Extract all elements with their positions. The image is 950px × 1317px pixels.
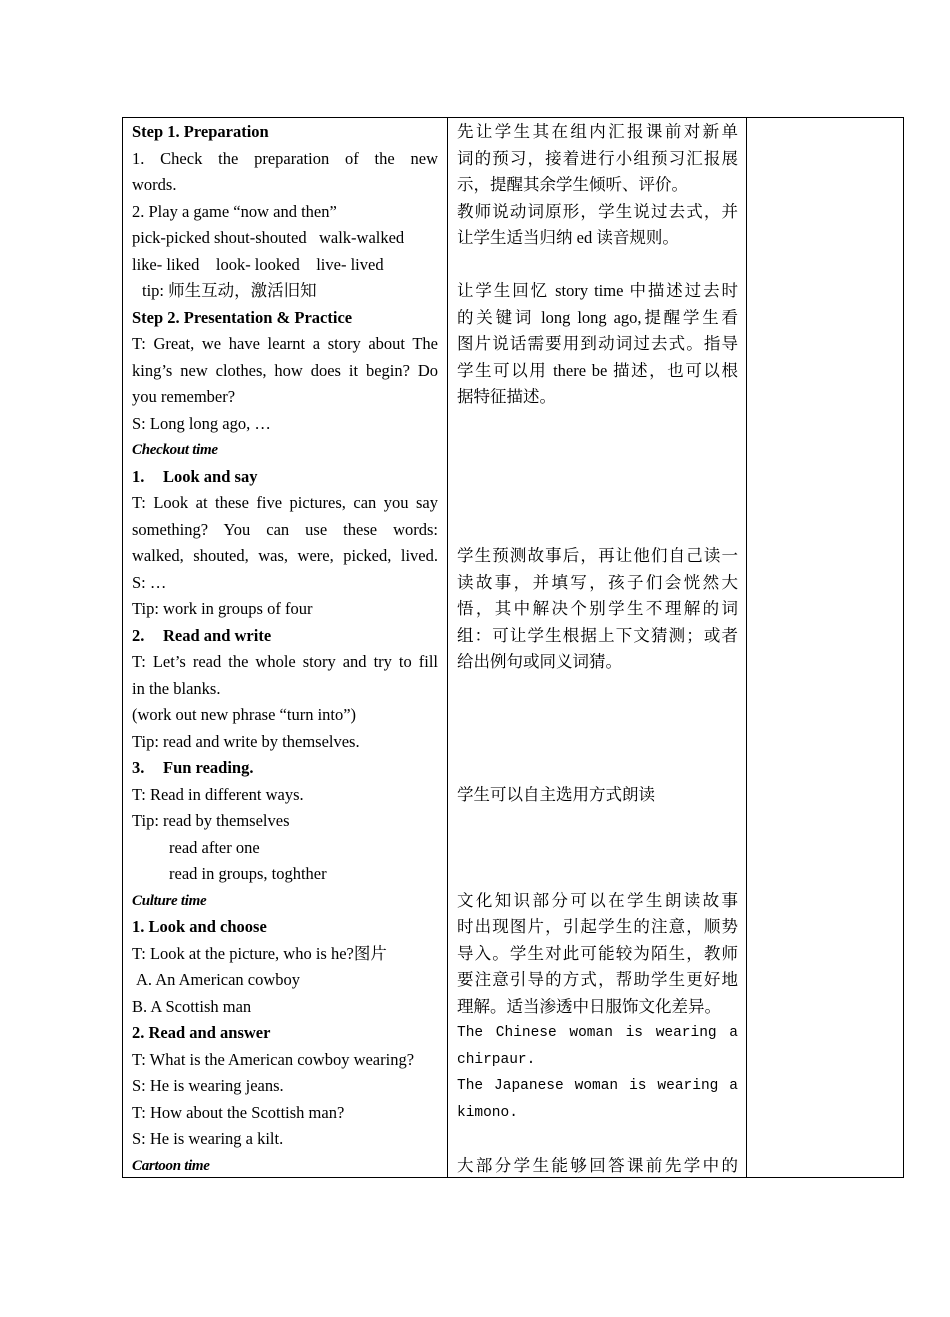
teacher-ways: T: Read in different ways. (132, 784, 304, 804)
note6-line1: 文化知识部分可以在学生朗读故事 (457, 890, 738, 910)
note4-line1: 学生预测故事后，再让他们自己读一 (457, 546, 738, 565)
note6-line4: 要注意引导的方式，帮助学生更好地 (457, 970, 738, 989)
teacher-story-line3: you remember? (132, 387, 236, 406)
teacher-look-line1: T: Look at these five pictures, can you say (132, 493, 438, 512)
read-and-answer-heading: 2. Read and answer (132, 1023, 271, 1042)
tip-groups: Tip: work in groups of four (132, 599, 313, 618)
note4-line5: 给出例句或同义词猜。 (457, 652, 622, 671)
teacher-look-line2: something? You can use these words: (132, 519, 438, 539)
student-answer: S: Long long ago, … (132, 413, 271, 433)
note8-line2: kimono. (457, 1104, 518, 1121)
teacher-look-line3: walked, shouted, was, were, picked, lived. (132, 546, 438, 565)
student-dots: S: … (132, 572, 167, 592)
note9-line1: 大部分学生能够回答课前先学中的 (457, 1155, 738, 1175)
note3-line3: 图片说话需要用到动词过去式。指导 (457, 334, 738, 353)
note3-line2: 的关键词 long long ago,提醒学生看 (457, 307, 738, 327)
read-and-write-label: Read and write (163, 625, 272, 645)
teacher-cowboy: T: What is the American cowboy wearing? (132, 1049, 415, 1069)
fun-reading-label: Fun reading. (163, 758, 254, 777)
look-and-choose-heading: 1. Look and choose (132, 917, 267, 936)
tip-read: Tip: read by themselves (132, 811, 290, 830)
tip-read-after: read after one (169, 837, 260, 857)
teacher-picture: T: Look at the picture, who is he?图片 (132, 943, 387, 963)
procedure-column (132, 119, 438, 1179)
teacher-story-line1: T: Great, we have learnt a story about The (132, 334, 438, 353)
tip-read-groups: read in groups, toghther (169, 864, 327, 883)
look-and-say-number: 1. (132, 466, 145, 486)
read-and-write-number: 2. (132, 625, 145, 645)
work-out-phrase: (work out new phrase “turn into”) (132, 705, 357, 724)
look-and-say-label: Look and say (163, 466, 258, 486)
note1-line2: 词的预习，接着进行小组预习汇报展 (457, 148, 738, 168)
note6-line5: 理解。适当渗透中日服饰文化差异。 (457, 996, 721, 1016)
cartoon-time-heading: Cartoon time (132, 1157, 210, 1174)
note6-line3: 导入。学生对此可能较为陌生，教师 (457, 943, 738, 963)
note2-line2: 让学生适当归纳 ed 读音规则。 (457, 228, 679, 247)
read-and-write-heading (132, 623, 438, 650)
note3-line1: 让学生回忆 story time 中描述过去时 (457, 281, 738, 300)
step1-item1-cont: words. (132, 175, 177, 194)
step2-title: Step 2. Presentation & Practice (132, 307, 353, 327)
note4-line3: 悟，其中解决个别学生不理解的词 (457, 599, 738, 618)
column-divider-2 (746, 118, 747, 1177)
note6-line2: 时出现图片，引起学生的注意，顺势 (457, 917, 738, 936)
culture-time-heading: Culture time (132, 892, 207, 909)
tip-themselves: Tip: read and write by themselves. (132, 731, 360, 751)
look-and-say-heading (132, 464, 438, 491)
column-divider-1 (447, 118, 448, 1177)
word-pairs-line1: pick-picked shout-shouted walk-walked (132, 228, 405, 247)
word-pairs-line2: like- liked look- looked live- lived (132, 254, 384, 274)
fun-reading-number: 3. (132, 758, 145, 777)
note7-line2: chirpaur. (457, 1051, 536, 1068)
note1-line3: 示，提醒其余学生倾听、评价。 (457, 175, 688, 194)
note4-line4: 组：可让学生根据上下文猜测；或者 (457, 625, 738, 645)
note2-line1: 教师说动词原形，学生说过去式，并 (457, 201, 738, 221)
checkout-time-heading: Checkout time (132, 442, 218, 458)
option-b: B. A Scottish man (132, 996, 252, 1016)
note1-line1: 先让学生其在组内汇报课前对新单 (457, 122, 738, 141)
note4-line2: 读故事，并填写，孩子们会恍然大 (457, 572, 738, 592)
step1-item2: 2. Play a game “now and then” (132, 201, 337, 221)
note5-line1: 学生可以自主选用方式朗读 (457, 784, 655, 804)
fun-reading-heading (132, 755, 438, 782)
note3-line4: 学生可以用 there be 描述，也可以根 (457, 360, 738, 380)
step1-title: Step 1. Preparation (132, 122, 269, 141)
step1-item1: 1. Check the preparation of the new (132, 148, 438, 168)
teacher-scottish: T: How about the Scottish man? (132, 1102, 345, 1122)
note3-line5: 据特征描述。 (457, 387, 556, 406)
option-a: A. An American cowboy (136, 970, 301, 989)
note8-line1: The Japanese woman is wearing a (457, 1078, 738, 1094)
lesson-plan-table (122, 117, 904, 1178)
teacher-read-line1: T: Let’s read the whole story and try to fill (132, 652, 438, 671)
teacher-read-line2: in the blanks. (132, 678, 221, 698)
note7-line1: The Chinese woman is wearing a (457, 1025, 738, 1041)
student-jeans: S: He is wearing jeans. (132, 1076, 284, 1095)
teacher-story-line2: king’s new clothes, how does it begin? Do (132, 360, 438, 380)
student-kilt: S: He is wearing a kilt. (132, 1129, 284, 1148)
step1-tip: tip: 师生互动，激活旧知 (142, 281, 317, 300)
notes-column (457, 119, 738, 1179)
